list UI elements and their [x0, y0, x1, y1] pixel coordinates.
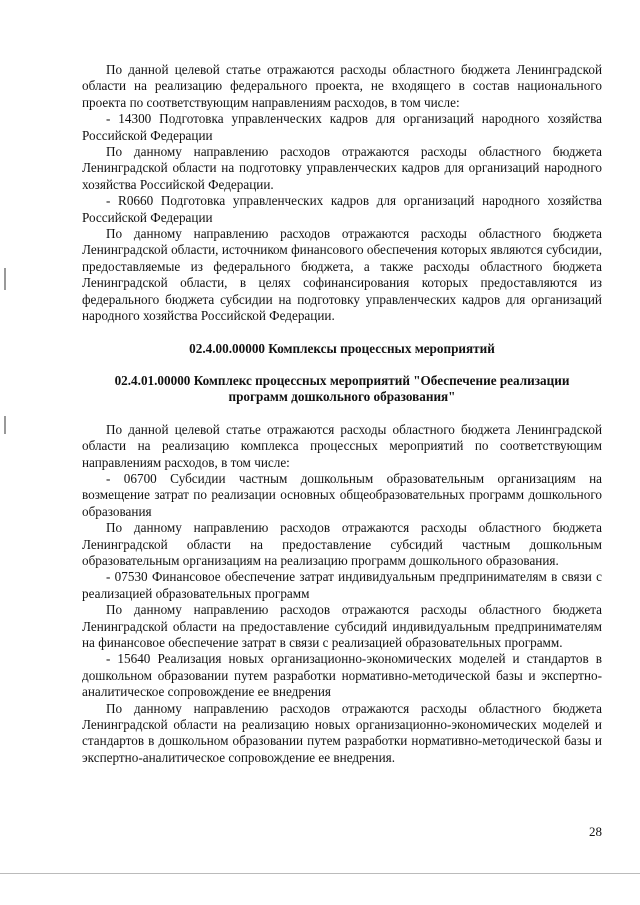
paragraph: По данному направлению расходов отражаются расходы областного бюджета Ленинградской области на реализацию новых организационно-экономических моделей и стандартов в дошкольном образовании путем разработки нормативно-методической базы и экспертно-аналитическое сопровождение ее внедрения. [82, 700, 602, 765]
section-heading: 02.4.00.00000 Комплексы процессных мероприятий [189, 340, 495, 356]
scan-bottom-edge [0, 873, 640, 874]
paragraph: По данному направлению расходов отражаются расходы областного бюджета Ленинградской области на предоставление субсидий частным дошкольным образовательным организациям на реализацию программ дошкольного образования. [82, 520, 602, 568]
paragraph: По данной целевой статье отражаются расходы областного бюджета Ленинградской области на реализацию комплекса процессных мероприятий по соответствующим направлениям расходов, в том числе: [82, 421, 602, 470]
list-item: - R0660 Подготовка управленческих кадров для организаций народного хозяйства Российской Федерации [82, 193, 602, 225]
scan-edge-mark [4, 416, 6, 434]
paragraph: По данному направлению расходов отражаются расходы областного бюджета Ленинградской области, источником финансового обеспечения которых являются субсидии, предоставляемые из федерального бюджета, а также расходы областного бюджета Ленинградской области, в целях софинансирования которых предоставляются из федерального бюджета субсидии на подготовку управленческих кадров для организаций народного хозяйства Российской Федерации. [82, 226, 602, 324]
list-item: - 15640 Реализация новых организационно-экономических моделей и стандартов в дошкольном образовании путем разработки нормативно-методической базы и экспертно-аналитическое сопровождение ее внедрения [82, 651, 602, 700]
paragraph: По данному направлению расходов отражаются расходы областного бюджета Ленинградской области на предоставление субсидий индивидуальным предпринимателям на финансовое обеспечение затрат в связи с реализацией образовательных программ. [82, 602, 602, 650]
list-item: - 14300 Подготовка управленческих кадров для организаций народного хозяйства Российской Федерации [82, 111, 602, 143]
paragraph: По данному направлению расходов отражаются расходы областного бюджета Ленинградской области на подготовку управленческих кадров для организаций народного хозяйства Российской Федерации. [82, 144, 602, 192]
page-number: 28 [589, 824, 602, 839]
paragraph: По данной целевой статье отражаются расходы областного бюджета Ленинградской области на реализацию федерального проекта, не входящего в состав национального проекта по соответствующим направлениям расходов, в том числе: [82, 62, 602, 110]
list-item: - 06700 Субсидии частным дошкольным образовательным организациям на возмещение затрат по реализации основных общеобразовательных программ дошкольного образования [82, 470, 602, 519]
document-page [82, 62, 602, 766]
subsection-heading: 02.4.01.00000 Комплекс процессных мероприятий "Обеспечение реализации программ дошкольного образования" [114, 372, 570, 405]
scan-edge-mark [4, 268, 6, 290]
list-item: - 07530 Финансовое обеспечение затрат индивидуальным предпринимателям в связи с реализацией образовательных программ [82, 569, 602, 601]
